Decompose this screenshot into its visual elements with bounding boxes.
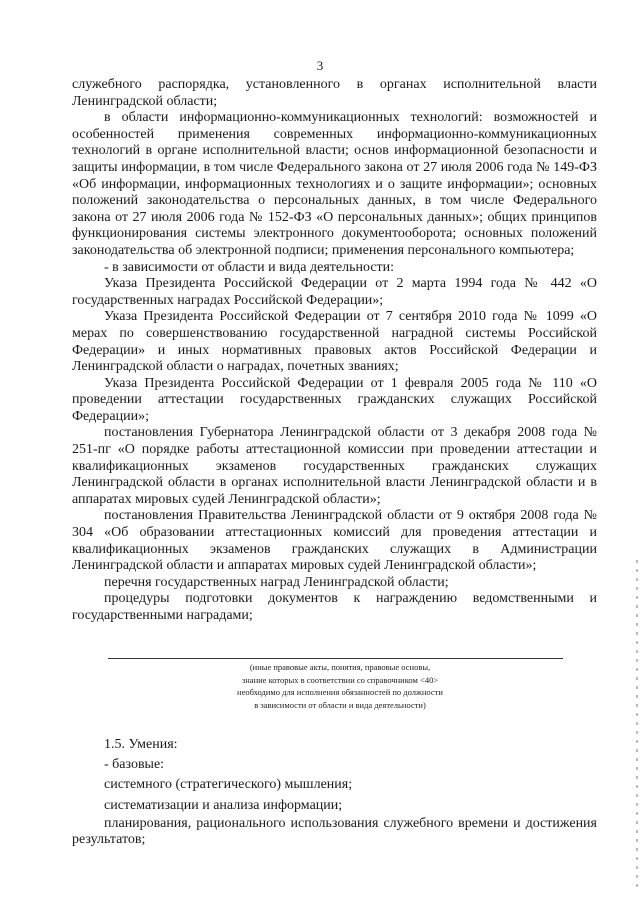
paragraph: перечня государственных наград Ленинградской области; xyxy=(104,574,449,590)
footnote-divider xyxy=(108,658,563,659)
paragraph: Указа Президента Российской Федерации от 2 марта 1994 года № 442 «О государственных наградах Российской Федерации»; xyxy=(72,276,597,308)
paragraph: процедуры подготовки документов к награждению ведомственными и государственными наградами; xyxy=(72,591,597,623)
body-text xyxy=(72,77,597,625)
paragraph: - в зависимости от области и вида деятельности: xyxy=(104,259,395,275)
list-item: систематизации и анализа информации; xyxy=(104,797,343,813)
paragraph: в области информационно-коммуникационных технологий: возможностей и особенностей применения современных информационно-коммуникационных технологий в органе исполнительной власти; основ информационной безопасности и защиты информации, в том числе Федерального закона от 27 июля 2006 года № 149-ФЗ «Об информации, информационных технологиях и о защите информации»; основных положений законодательства о персональных данных, в том числе Федерального закона от 27 июля 2006 года № 152-ФЗ «О персональных данных»; общих принципов функционирования системы электронного документооборота; основных положений законодательства об электронной подписи; применения персонального компьютера; xyxy=(72,110,597,258)
footnote-line: в зависимости от области и вида деятельности) xyxy=(254,699,426,710)
list-item: системного (стратегического) мышления; xyxy=(104,777,353,793)
page-number: 3 xyxy=(316,58,324,73)
paragraph: служебного распорядка, установленного в органах исполнительной власти Ленинградской области; xyxy=(72,77,597,109)
footnote xyxy=(150,661,530,711)
list-item: планирования, рационального использования служебного времени и достижения результатов; xyxy=(72,815,597,848)
paragraph: постановления Губернатора Ленинградской области от 3 декабря 2008 года № 251-пг «О порядке работы аттестационной комиссии при проведении аттестации и квалификационных экзаменов государственных гражданских служащих Ленинградской области в органах исполнительной власти Ленинградской области и в аппаратах мировых судей Ленинградской области»; xyxy=(72,425,597,507)
paragraph: постановления Правительства Ленинградской области от 9 октября 2008 года № 304 «Об образовании аттестационных комиссий для проведения аттестации и квалификационных экзаменов гражданских служащих в Администрации Ленинградской области и аппаратах мировых судей Ленинградской области»; xyxy=(72,508,597,574)
footnote-line: знание которых в соответствии со справочником <40> xyxy=(241,674,439,685)
list-item: - базовые: xyxy=(104,757,165,773)
paragraph: Указа Президента Российской Федерации от 1 февраля 2005 года № 110 «О проведении аттестации государственных гражданских служащих Российской Федерации»; xyxy=(72,375,597,424)
paragraph: Указа Президента Российской Федерации от 7 сентября 2010 года № 1099 «О мерах по совершенствованию государственной наградной системы Российской Федерации» и иных нормативных правовых актов Российской Федерации и Ленинградской области о наградах, почетных званиях; xyxy=(72,309,597,375)
section-heading: 1.5. Умения: xyxy=(104,737,178,752)
skills-section xyxy=(72,735,597,849)
scan-edge-marks xyxy=(636,560,638,890)
footnote-line: необходимо для исполнения обязанностей по должности xyxy=(237,687,443,697)
footnote-line: (иные правовые акты, понятия, правовые основы, xyxy=(249,662,431,672)
